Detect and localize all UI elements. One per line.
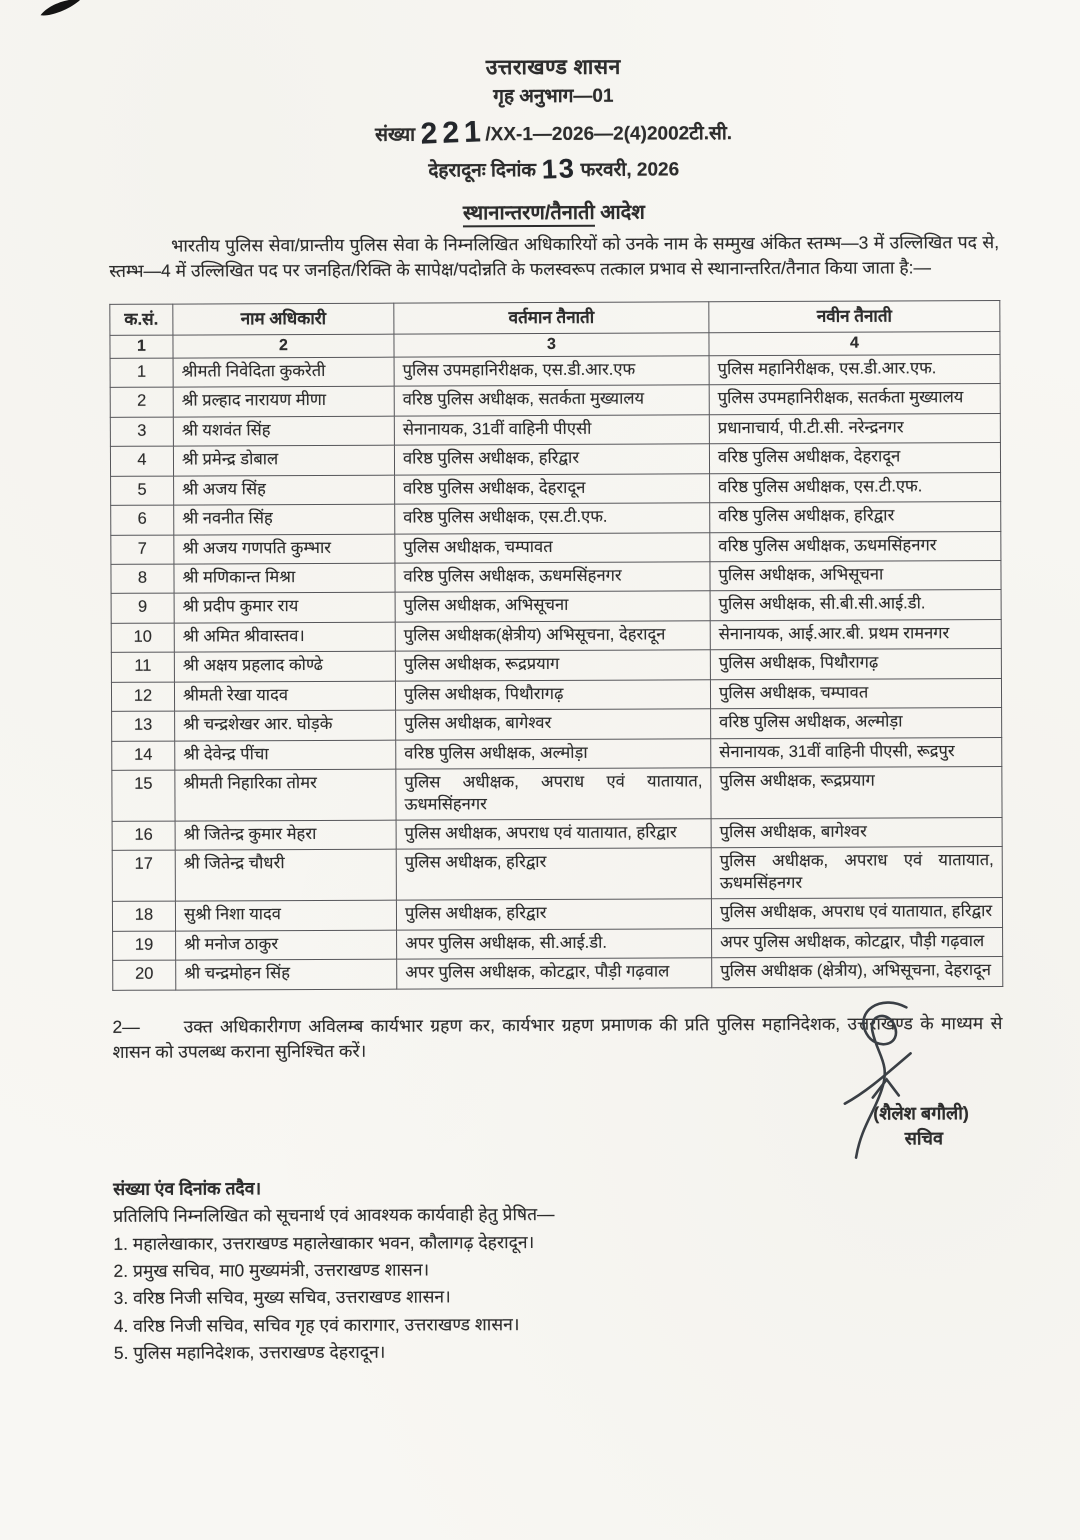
cell-current: वरिष्ठ पुलिस अधीक्षक, ऊधमसिंहनगर xyxy=(395,562,710,593)
cell-new_posting: पुलिस अधीक्षक, बागेश्वर xyxy=(711,817,1002,848)
cell-new_posting: पुलिस उपमहानिरीक्षक, सतर्कता मुख्यालय xyxy=(709,384,1000,415)
col-number-4: 4 xyxy=(709,331,1000,355)
cell-new_posting: सेनानायक, 31वीं वाहिनी पीएसी, रूद्रपुर xyxy=(711,737,1002,768)
cell-current: वरिष्ठ पुलिस अधीक्षक, सतर्कता मुख्यालय xyxy=(394,385,709,416)
cell-current: पुलिस उपमहानिरीक्षक, एस.डी.आर.एफ xyxy=(394,356,709,387)
order-number-line xyxy=(108,109,998,152)
cc-item: 2. प्रमुख सचिव, मा0 मुख्यमंत्री, उत्तराखण्ड शासन। xyxy=(113,1259,430,1282)
order-number-prefix: संख्या xyxy=(375,124,416,146)
cell-sn: 5 xyxy=(111,476,174,506)
cell-name: श्री अक्षय प्रहलाद कोण्ढे xyxy=(174,651,395,681)
table-row xyxy=(111,531,1001,564)
cell-sn: 2 xyxy=(110,388,173,418)
compliance-paragraph xyxy=(112,1011,1002,1066)
table-row xyxy=(111,649,1001,682)
cell-name: सुश्री निशा यादव xyxy=(175,900,396,930)
table-row xyxy=(111,472,1001,505)
cell-new_posting: अपर पुलिस अधीक्षक, कोटद्वार, पौड़ी गढ़वाल xyxy=(712,927,1003,958)
cell-name: श्री चन्द्रशेखर आर. घोड़के xyxy=(175,710,396,740)
cell-sn: 12 xyxy=(111,682,174,712)
cell-current: वरिष्ठ पुलिस अधीक्षक, अल्मोड़ा xyxy=(396,738,711,769)
table-row xyxy=(112,898,1002,931)
cell-sn: 3 xyxy=(110,417,173,447)
cell-new_posting: पुलिस अधीक्षक, सी.बी.सी.आई.डी. xyxy=(710,590,1001,621)
table-row xyxy=(113,957,1003,990)
cell-name: श्रीमती निवेदिता कुकरेती xyxy=(173,357,394,387)
cell-current: पुलिस अधीक्षक, चम्पावत xyxy=(395,532,710,563)
cell-name: श्री जितेन्द्र चौधरी xyxy=(175,850,396,902)
table-row xyxy=(110,443,1000,476)
cell-current: वरिष्ठ पुलिस अधीक्षक, हरिद्वार xyxy=(394,444,709,475)
cell-sn: 13 xyxy=(112,711,175,741)
col-number-1: 1 xyxy=(110,335,173,358)
transfer-table-body xyxy=(110,354,1003,990)
cell-sn: 15 xyxy=(112,770,175,821)
cell-sn: 19 xyxy=(113,931,176,961)
cc-item: 4. वरिष्ठ निजी सचिव, सचिव गृह एवं कारागार, उत्तराखण्ड शासन। xyxy=(113,1313,520,1336)
cell-sn: 17 xyxy=(112,851,175,902)
cell-sn: 16 xyxy=(112,821,175,851)
cell-sn: 1 xyxy=(110,358,173,388)
col-header-current: वर्तमान तैनाती xyxy=(394,301,709,333)
cell-name: श्री अमित श्रीवास्तव। xyxy=(174,622,395,652)
cell-new_posting: पुलिस अधीक्षक, अपराध एवं यातायात, हरिद्वार xyxy=(711,898,1002,929)
table-row xyxy=(110,413,1000,446)
cell-current: पुलिस अधीक्षक, अपराध एवं यातायात, ऊधमसिंहनगर xyxy=(396,768,711,820)
table-row xyxy=(112,847,1002,902)
table-row xyxy=(111,619,1001,652)
cell-current: पुलिस अधीक्षक, रूद्रप्रयाग xyxy=(395,650,710,681)
table-row xyxy=(111,590,1001,623)
table-row xyxy=(112,817,1002,850)
same-number-date-line: संख्या एंव दिनांक तदैव। xyxy=(113,1178,262,1199)
copy-forwarded-line: प्रतिलिपि निम्नलिखित को सूचनार्थ एवं आवश्यक कार्यवाही हेतु प्रेषित— xyxy=(113,1204,555,1226)
signature-block xyxy=(113,1101,1003,1153)
col-header-name: नाम अधिकारी xyxy=(173,303,394,335)
cell-new_posting: पुलिस अधीक्षक, अपराध एवं यातायात, ऊधमसिंहनगर xyxy=(711,847,1002,899)
cell-new_posting: वरिष्ठ पुलिस अधीक्षक, एस.टी.एफ. xyxy=(710,472,1001,503)
cell-sn: 8 xyxy=(111,564,174,594)
cell-sn: 7 xyxy=(111,535,174,565)
cc-item: 1. महालेखाकार, उत्तराखण्ड महालेखाकार भवन, कौलागढ़ देहरादून। xyxy=(113,1232,535,1255)
cell-name: श्री अजय सिंह xyxy=(174,475,395,505)
cell-sn: 9 xyxy=(111,594,174,624)
transfer-table xyxy=(109,300,1003,991)
table-row xyxy=(112,767,1002,822)
cell-name: श्री मनोज ठाकुर xyxy=(176,930,397,960)
table-row xyxy=(112,737,1002,770)
cell-sn: 11 xyxy=(111,652,174,682)
date-handwritten: 13 xyxy=(540,153,576,185)
table-row xyxy=(111,502,1001,535)
cell-sn: 18 xyxy=(112,901,175,931)
cell-new_posting: वरिष्ठ पुलिस अधीक्षक, अल्मोड़ा xyxy=(711,708,1002,739)
date-suffix: फरवरी, 2026 xyxy=(580,159,680,182)
order-number-handwritten: 221 xyxy=(419,114,487,151)
cc-item: 5. पुलिस महानिदेशक, उत्तराखण्ड देहरादून। xyxy=(113,1341,386,1363)
endorsement-section xyxy=(113,1172,1004,1367)
cell-sn: 6 xyxy=(111,505,174,535)
table-row xyxy=(113,927,1003,960)
cell-sn: 20 xyxy=(113,960,176,990)
cell-current: वरिष्ठ पुलिस अधीक्षक, एस.टी.एफ. xyxy=(395,503,710,534)
paragraph-number: 2— xyxy=(112,1016,140,1037)
cell-name: श्री चन्द्रमोहन सिंह xyxy=(176,959,397,989)
cell-current: पुलिस अधीक्षक, अपराध एवं यातायात, हरिद्वार xyxy=(396,819,711,850)
cell-new_posting: वरिष्ठ पुलिस अधीक्षक, ऊधमसिंहनगर xyxy=(710,531,1001,562)
col-header-serial: क.सं. xyxy=(110,304,173,335)
order-number-suffix: /XX-1—2026—2(4)2002टी.सी. xyxy=(485,122,733,146)
cell-new_posting: पुलिस अधीक्षक, रूद्रप्रयाग xyxy=(711,767,1002,819)
cell-new_posting: पुलिस महानिरीक्षक, एस.डी.आर.एफ. xyxy=(709,354,1000,385)
department-section: गृह अनुभाग—01 xyxy=(493,85,614,107)
cell-name: श्री जितेन्द्र कुमार मेहरा xyxy=(175,820,396,850)
cell-name: श्री प्रदीप कुमार राय xyxy=(174,593,395,623)
cell-current: अपर पुलिस अधीक्षक, सी.आई.डी. xyxy=(397,928,712,959)
cc-item: 3. वरिष्ठ निजी सचिव, मुख्य सचिव, उत्तराखण्ड शासन। xyxy=(113,1286,451,1309)
compliance-text: उक्त अधिकारीगण अविलम्ब कार्यभार ग्रहण कर, कार्यभार ग्रहण प्रमाणक की प्रति पुलिस महानिदेशक, उत्तराखण्ड के माध्यम से शासन को उपलब्ध कराना सुनिश्चित करें। xyxy=(112,1012,1003,1062)
cell-current: पुलिस अधीक्षक, पिथौरागढ़ xyxy=(395,680,710,711)
table-header-row xyxy=(110,300,1000,335)
cell-sn: 14 xyxy=(112,741,175,771)
table-row xyxy=(110,384,1000,417)
cell-sn: 10 xyxy=(111,623,174,653)
place-date-prefix: देहरादूनः दिनांक xyxy=(428,160,537,182)
signatory-name: (शैलेश बगौली) xyxy=(873,1103,969,1124)
table-row xyxy=(112,708,1002,741)
table-row xyxy=(111,561,1001,594)
order-title xyxy=(109,196,999,227)
cell-new_posting: वरिष्ठ पुलिस अधीक्षक, देहरादून xyxy=(709,443,1000,474)
cell-sn: 4 xyxy=(110,446,173,476)
order-title-underlined: स्थानान्तरण/तैनाती xyxy=(463,202,595,228)
cell-current: अपर पुलिस अधीक्षक, कोटद्वार, पौड़ी गढ़वाल xyxy=(397,958,712,989)
cell-new_posting: वरिष्ठ पुलिस अधीक्षक, हरिद्वार xyxy=(710,502,1001,533)
cell-current: पुलिस अधीक्षक(क्षेत्रीय) अभिसूचना, देहरादून xyxy=(395,621,710,652)
cell-name: श्री यशवंत सिंह xyxy=(173,416,394,446)
cell-current: वरिष्ठ पुलिस अधीक्षक, देहरादून xyxy=(395,473,710,504)
cell-new_posting: पुलिस अधीक्षक, पिथौरागढ़ xyxy=(710,649,1001,680)
cell-name: श्री नवनीत सिंह xyxy=(174,504,395,534)
cell-current: सेनानायक, 31वीं वाहिनी पीएसी xyxy=(394,415,709,446)
cell-current: पुलिस अधीक्षक, बागेश्वर xyxy=(396,709,711,740)
signatory-title: सचिव xyxy=(904,1127,943,1148)
cell-name: श्री प्रमेन्द्र डोबाल xyxy=(173,445,394,475)
cell-new_posting: पुलिस अधीक्षक (क्षेत्रीय), अभिसूचना, देहरादून xyxy=(712,957,1003,988)
table-row xyxy=(111,678,1001,711)
cc-list xyxy=(113,1227,1004,1367)
cell-new_posting: पुलिस अधीक्षक, अभिसूचना xyxy=(710,561,1001,592)
cell-new_posting: सेनानायक, आई.आर.बी. प्रथम रामनगर xyxy=(710,619,1001,650)
table-row xyxy=(110,354,1000,387)
order-title-rest: आदेश xyxy=(594,201,645,224)
cell-name: श्रीमती निहारिका तोमर xyxy=(175,769,396,821)
cell-name: श्री अजय गणपति कुम्भार xyxy=(174,534,395,564)
col-number-2: 2 xyxy=(173,334,394,358)
cell-new_posting: पुलिस अधीक्षक, चम्पावत xyxy=(710,678,1001,709)
cell-name: श्री मणिकान्त मिश्रा xyxy=(174,563,395,593)
government-name: उत्तराखण्ड शासन xyxy=(485,55,621,80)
cell-name: श्री प्रल्हाद नारायण मीणा xyxy=(173,387,394,417)
col-number-3: 3 xyxy=(394,333,709,358)
col-header-new: नवीन तैनाती xyxy=(709,300,1000,332)
cell-name: श्री देवेन्द्र पींचा xyxy=(175,740,396,770)
cell-name: श्रीमती रेखा यादव xyxy=(174,681,395,711)
cell-current: पुलिस अधीक्षक, हरिद्वार xyxy=(396,899,711,930)
cell-current: पुलिस अधीक्षक, हरिद्वार xyxy=(396,848,711,900)
cell-current: पुलिस अधीक्षक, अभिसूचना xyxy=(395,591,710,622)
place-date-line xyxy=(109,148,999,188)
preamble-paragraph: भारतीय पुलिस सेवा/प्रान्तीय पुलिस सेवा के निम्नलिखित अधिकारियों को उनके नाम के सम्मुख अंकित स्तम्भ—3 में उल्लिखित पद से, स्तम्भ—4 में उल्लिखित पद पर जनहित/रिक्ति के सापेक्ष/पदोन्नति के फलस्वरूप तत्काल प्रभाव से स्थानान्तरित/तैनात किया जाता है:— xyxy=(109,232,1000,281)
cell-new_posting: प्रधानाचार्य, पी.टी.सी. नरेन्द्रनगर xyxy=(709,413,1000,444)
document-header xyxy=(108,52,999,188)
